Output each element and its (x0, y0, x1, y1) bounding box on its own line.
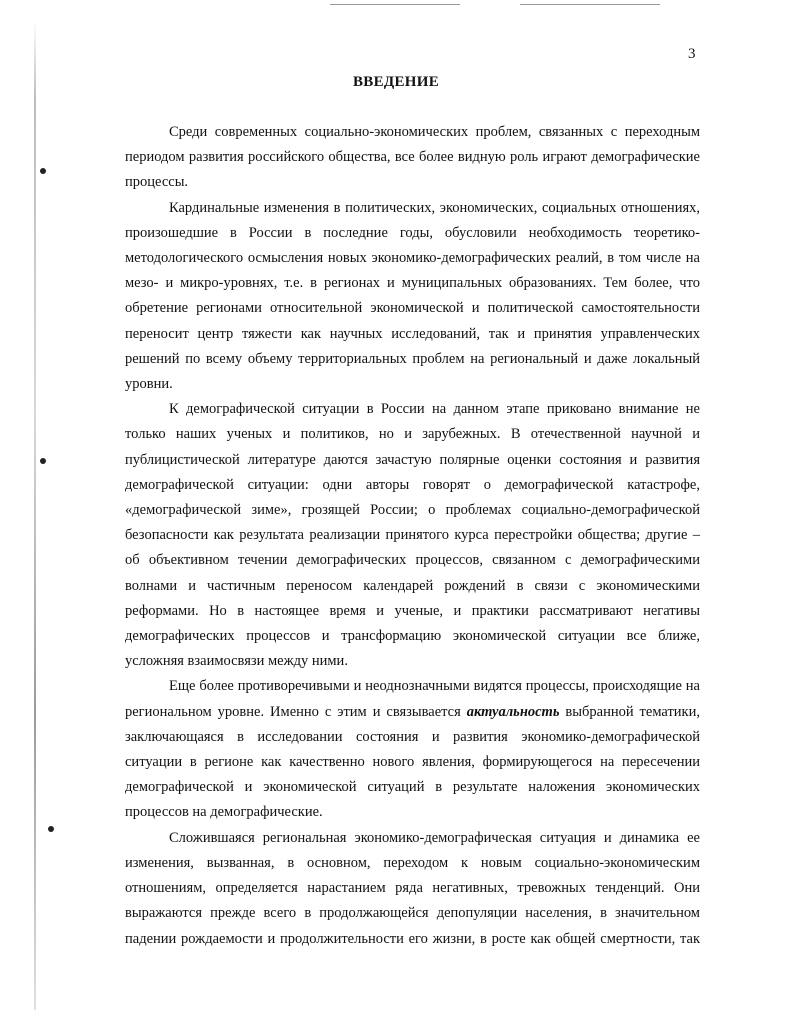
paragraph: Кардинальные изменения в политических, экономических, социальных отношениях, произошедшие в России в последние годы, обусловили необходимость теоретико-методологического осмысления новых экономико-демографических реалий, в том числе на мезо- и микро-уровнях, т.е. в регионах и муниципальных образованиях. Тем более, что обретение регионами относительной экономической и политической самостоятельности переносит центр тяжести как научных исследований, так и принятия управленческих решений по всему объему территориальных проблем на региональный и даже локальный уровни. (125, 199, 700, 393)
page-number: 3 (688, 46, 696, 62)
section-title: ВВЕДЕНИЕ (352, 74, 440, 90)
binding-hole-dot (48, 826, 54, 832)
emphasized-term: актуальность (466, 703, 560, 720)
binding-hole-dot (40, 168, 46, 174)
scan-top-edge (520, 4, 660, 5)
paragraph: К демографической ситуации в России на данном этапе приковано внимание не только наших ученых и политиков, но и зарубежных. В отечественной научной и публицистической литературе даются зачастую полярные оценки состояния и развития демографической ситуации: одни авторы говорят о демографической катастрофе, «демографической зиме», грозящей России; о проблемах социально-демографической безопасности как результата реализации принятого курса перестройки общества; другие – об объективном течении демографических процессов, связанном с демографическими волнами и частичным переносом календарей рождений в связи с экономическими реформами. Но в настоящее время и ученые, и практики рассматривают негативы демографических процессов и трансформацию экономической ситуации все ближе, усложняя взаимосвязи между ними. (125, 401, 700, 670)
scan-left-edge (34, 20, 36, 1010)
document-body (125, 120, 700, 952)
paragraph-text: выбранной тематики, заключающаяся в исследовании состояния и развития экономико-демографической ситуации в регионе как качественно нового явления, формирующегося на пересечении демографической и экономической ситуаций в результате наложения экономических процессов на демографические. (125, 703, 700, 821)
paragraph: Сложившаяся региональная экономико-демографическая ситуация и динамика ее изменения, вызванная, в основном, переходом к новым социально-экономическим отношениям, определяется нарастанием ряда негативных, тревожных тенденций. Они выражаются прежде всего в продолжающейся депопуляции населения, в значительном падении рождаемости и продолжительности его жизни, в росте как общей смертности, так (125, 829, 700, 947)
paragraph (125, 674, 700, 825)
scan-top-edge (330, 4, 460, 5)
paragraph: Среди современных социально-экономических проблем, связанных с переходным периодом развития российского общества, все более видную роль играют демографические процессы. (125, 124, 700, 191)
binding-hole-dot (40, 458, 46, 464)
paragraph-text: Еще более противоречивыми и неоднозначными видятся процессы, происходящие на региональном уровне. Именно с этим и связывается (125, 678, 700, 720)
